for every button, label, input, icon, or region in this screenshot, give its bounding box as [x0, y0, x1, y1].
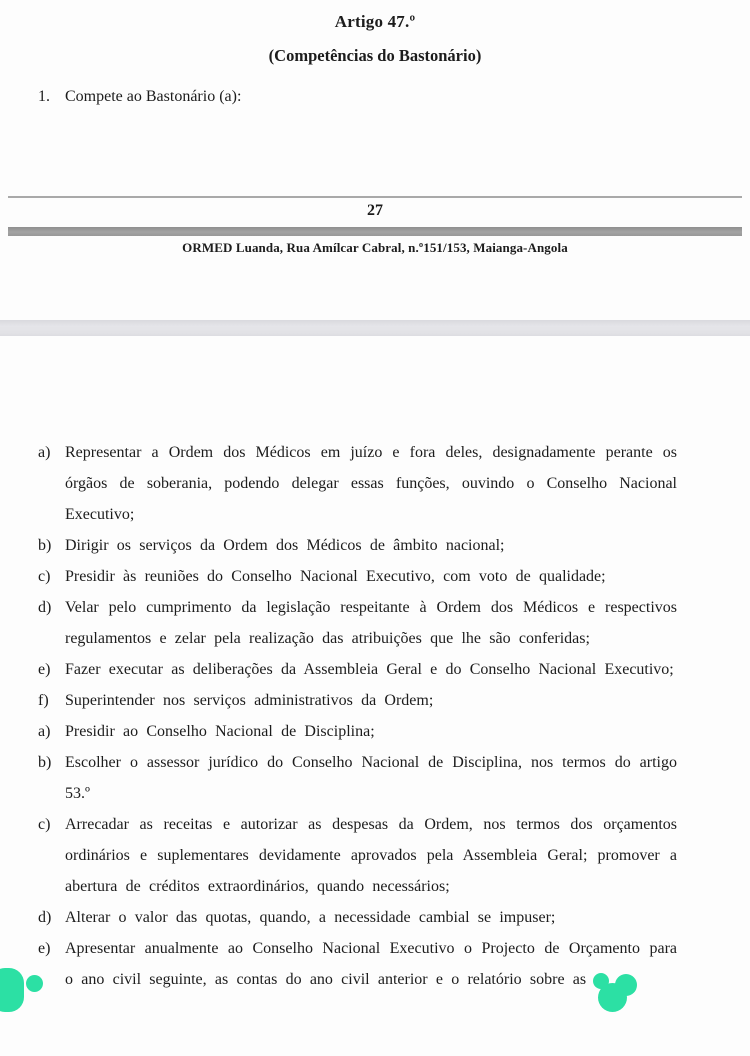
highlight-mark-left-dot [26, 975, 43, 992]
item-text: Arrecadar as receitas e autorizar as despesas da Ordem, nos termos dos orçamentos ordinários e suplementares devidamente aprovados pela Assembleia Geral; promover a abertura de créditos extraordinários, quando necessários; [65, 816, 677, 895]
item-label: a) [38, 444, 51, 461]
item-label: e) [38, 940, 51, 957]
list-item [38, 561, 677, 592]
list-item [38, 437, 677, 530]
list-item [38, 654, 677, 685]
footer-thin-rule [8, 196, 742, 198]
item-text: Apresentar anualmente ao Conselho Nacional Executivo o Projecto de Orçamento para o ano civil seguinte, as contas do ano civil anterior e o relatório sobre as [65, 940, 677, 988]
item-text: Fazer executar as deliberações da Assembleia Geral e do Conselho Nacional Executivo; [65, 661, 674, 678]
item-text: Velar pelo cumprimento da legislação respeitante à Ordem dos Médicos e respectivos regulamentos e zelar pela realização das atribuições que lhe são conferidas; [65, 599, 677, 647]
item-label: b) [38, 537, 52, 554]
intro-number: 1. [38, 88, 50, 105]
item-label: d) [38, 599, 52, 616]
item-text: Escolher o assessor jurídico do Conselho Nacional de Disciplina, nos termos do artigo 53.º [65, 754, 677, 802]
highlight-mark-left-pill [0, 968, 24, 1012]
intro-text: Compete ao Bastonário (a): [65, 88, 242, 105]
article-subtitle: (Competências do Bastonário) [268, 46, 482, 65]
item-text: Representar a Ordem dos Médicos em juízo e fora deles, designadamente perante os órgãos de soberania, podendo delegar essas funções, ouvindo o Conselho Nacional Executivo; [65, 444, 677, 523]
page-break-separator [0, 320, 750, 336]
intro-line [38, 88, 690, 106]
page-number: 27 [367, 202, 383, 219]
list-item [38, 809, 677, 902]
item-label: a) [38, 723, 51, 740]
list-item [38, 933, 677, 995]
list-item [38, 716, 677, 747]
list-item [38, 747, 677, 809]
footer-address: ORMED Luanda, Rua Amílcar Cabral, n.º151/153, Maianga-Angola [182, 240, 568, 255]
item-text: Presidir ao Conselho Nacional de Disciplina; [65, 723, 375, 740]
list-item [38, 592, 677, 654]
list-item [38, 685, 677, 716]
footer-thick-bar [8, 227, 742, 236]
item-label: f) [38, 692, 49, 709]
item-text: Alterar o valor das quotas, quando, a necessidade cambial se impuser; [65, 909, 556, 926]
list-item [38, 530, 677, 561]
item-label: b) [38, 754, 52, 771]
clauses-list [38, 437, 677, 995]
item-label: d) [38, 909, 52, 926]
item-text: Superintender nos serviços administrativos da Ordem; [65, 692, 434, 709]
item-label: e) [38, 661, 51, 678]
item-text: Dirigir os serviços da Ordem dos Médicos de âmbito nacional; [65, 537, 505, 554]
article-title: Artigo 47.º [334, 12, 416, 31]
item-text: Presidir às reuniões do Conselho Nacional Executivo, com voto de qualidade; [65, 568, 606, 585]
item-label: c) [38, 568, 51, 585]
item-label: c) [38, 816, 51, 833]
list-item [38, 902, 677, 933]
highlight-mark-right-large [598, 983, 627, 1012]
